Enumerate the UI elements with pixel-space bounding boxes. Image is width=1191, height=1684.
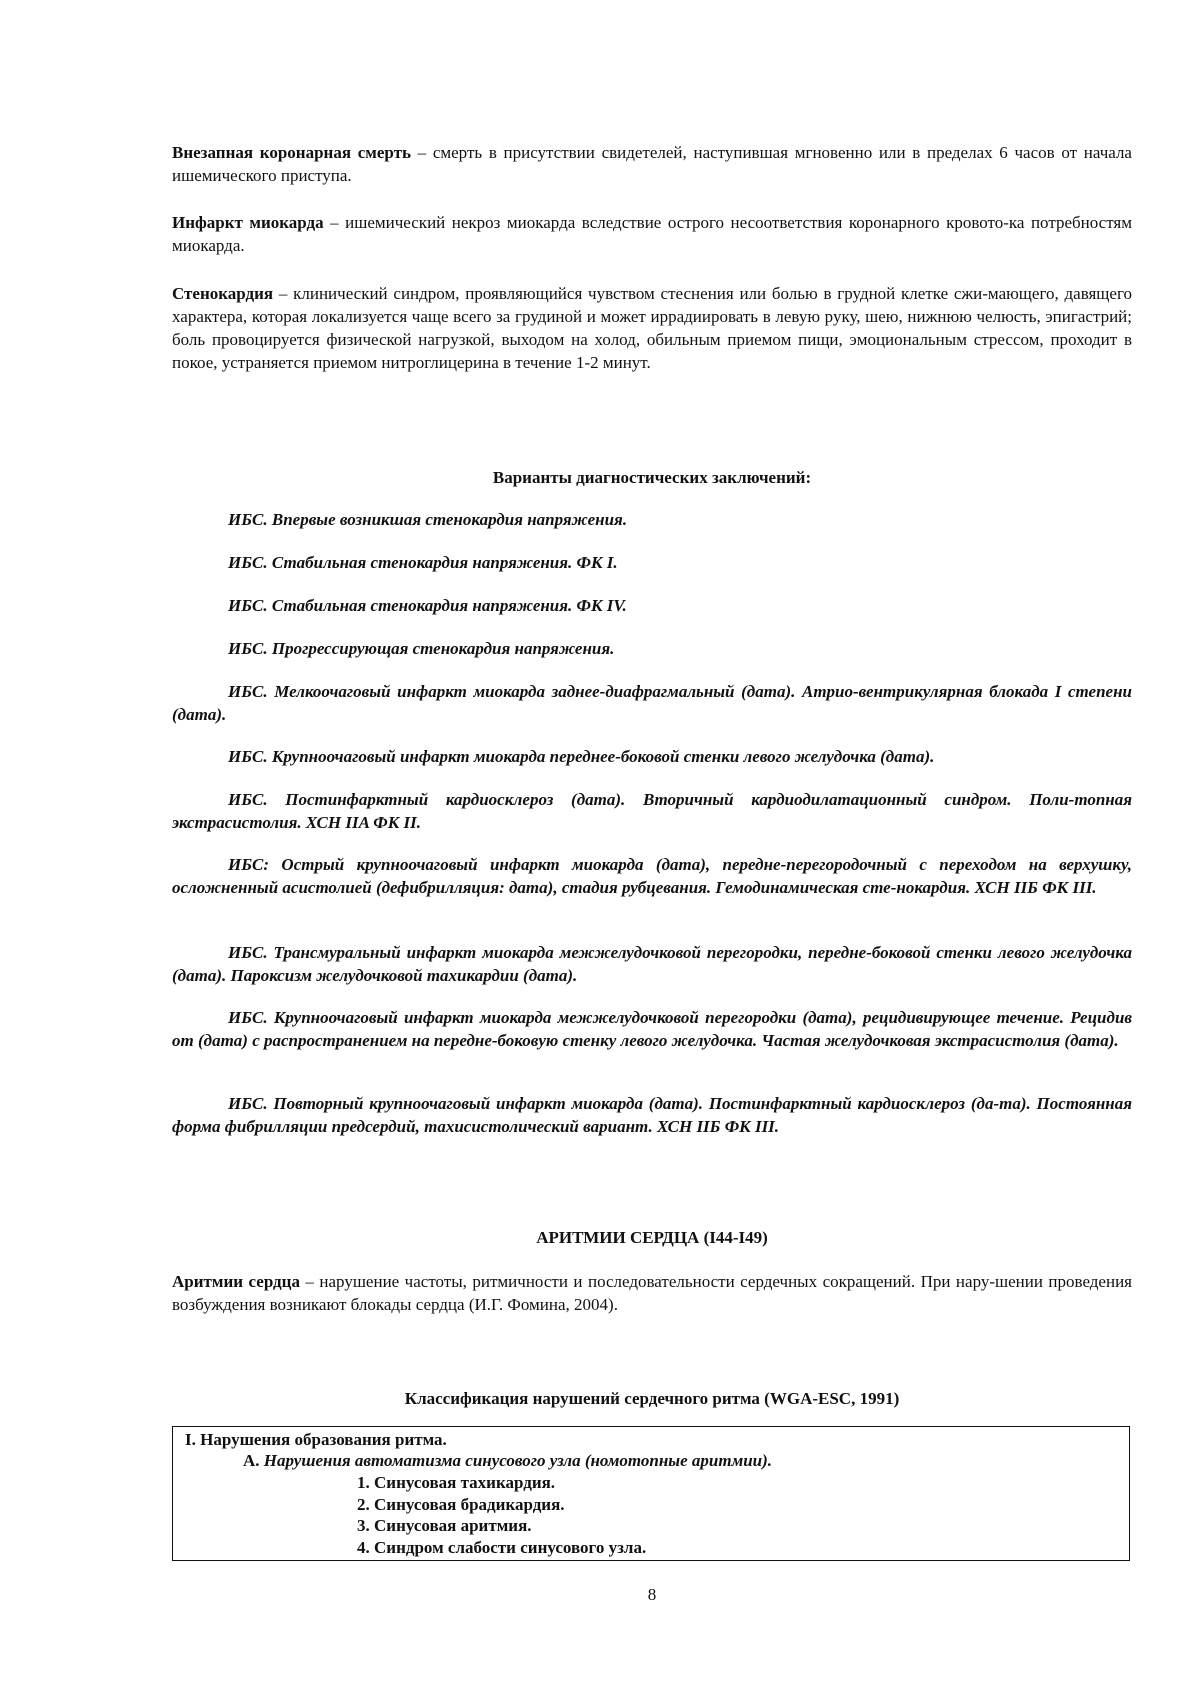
classification-item: 1. Синусовая тахикардия.: [357, 1473, 556, 1492]
diagnosis-item: ИБС. Постинфарктный кардиосклероз (дата). Вторичный кардиодилатационный синдром. Поли-топная экстрасистолия. ХСН IIA ФК II.: [172, 790, 1132, 832]
classification-table: [172, 1426, 1130, 1561]
definition-myocardial-infarction: [172, 211, 1132, 257]
diagnosis-item: ИБС. Повторный крупноочаговый инфаркт миокарда (дата). Постинфарктный кардиосклероз (да-та). Постоянная форма фибрилляции предсердий, тахисистолический вариант. ХСН IIБ ФК III.: [172, 1094, 1132, 1136]
arrhythmia-heading: АРИТМИИ СЕРДЦА (I44-I49): [536, 1228, 768, 1247]
classification-heading: Классификация нарушений сердечного ритма (WGA-ESC, 1991): [404, 1389, 900, 1408]
diagnosis-item: ИБС. Стабильная стенокардия напряжения. ФК I.: [228, 553, 618, 572]
definition-text: – нарушение частоты, ритмичности и последовательности сердечных сокращений. При нару-шении проведения возбуждения возникают блокады сердца (И.Г. Фомина, 2004).: [172, 1272, 1132, 1314]
subsection-letter: А.: [243, 1451, 260, 1470]
definition-term: Аритмии сердца: [172, 1272, 300, 1291]
definition-text: – клинический синдром, проявляющийся чувством стеснения или болью в грудной клетке сжи-мающего, давящего характера, которая локализуется чаще всего за грудиной и может иррадиировать в левую руку, шею, нижнюю челюсть, эпигастрий; боль провоцируется физической нагрузкой, выходом на холод, обильным приемом пищи, эмоциональным стрессом, проходит в покое, устраняется приемом нитроглицерина в течение 1-2 минут.: [172, 284, 1132, 372]
diagnosis-item: ИБС. Прогрессирующая стенокардия напряжения.: [228, 639, 615, 658]
definition-term: Внезапная коронарная смерть: [172, 143, 411, 162]
definition-angina: [172, 282, 1132, 374]
classification-item: 2. Синусовая брадикардия.: [357, 1495, 565, 1514]
definition-text: – ишемический некроз миокарда вследствие острого несоответствия коронарного кровото-ка потребностям миокарда.: [172, 213, 1132, 255]
diagnosis-item: ИБС. Стабильная стенокардия напряжения. ФК IV.: [228, 596, 627, 615]
page-number: 8: [647, 1585, 657, 1604]
definition-sudden-coronary-death: [172, 141, 1132, 187]
subsection-text: Нарушения автоматизма синусового узла (номотопные аритмии).: [263, 1451, 773, 1470]
diagnosis-item: ИБС. Трансмуральный инфаркт миокарда межжелудочковой перегородки, передне-боковой стенки левого желудочка (дата). Пароксизм желудочковой тахикардии (дата).: [172, 943, 1132, 985]
classification-section: I. Нарушения образования ритма.: [185, 1430, 447, 1449]
classification-item: 4. Синдром слабости синусового узла.: [357, 1538, 647, 1557]
definition-term: Стенокардия: [172, 284, 274, 303]
classification-subsection: [243, 1450, 772, 1472]
diagnosis-item: ИБС. Впервые возникшая стенокардия напряжения.: [228, 510, 628, 529]
diagnosis-item: ИБС: Острый крупноочаговый инфаркт миокарда (дата), передне-перегородочный с переходом на верхушку, осложненный асистолией (дефибрилляция: дата), стадия рубцевания. Гемодинамическая сте-нокардия. ХСН IIБ ФК III.: [172, 855, 1132, 897]
diagnosis-item: ИБС. Крупноочаговый инфаркт миокарда переднее-боковой стенки левого желудочка (дата).: [228, 747, 935, 766]
classification-item: 3. Синусовая аритмия.: [357, 1516, 532, 1535]
definition-arrhythmia: [172, 1270, 1132, 1316]
diagnosis-item: ИБС. Крупноочаговый инфаркт миокарда межжелудочковой перегородки (дата), рецидивирующее течение. Рецидив от (дата) с распространением на передне-боковую стенку левого желудочка. Частая желудочковая экстрасистолия (дата).: [172, 1008, 1132, 1050]
definition-text: – смерть в присутствии свидетелей, наступившая мгновенно или в пределах 6 часов от начала ишемического приступа.: [172, 143, 1132, 185]
definition-term: Инфаркт миокарда: [172, 213, 324, 232]
variants-heading: Варианты диагностических заключений:: [492, 468, 812, 487]
diagnosis-item: ИБС. Мелкоочаговый инфаркт миокарда заднее-диафрагмальный (дата). Атрио-вентрикулярная блокада I степени (дата).: [172, 682, 1132, 724]
